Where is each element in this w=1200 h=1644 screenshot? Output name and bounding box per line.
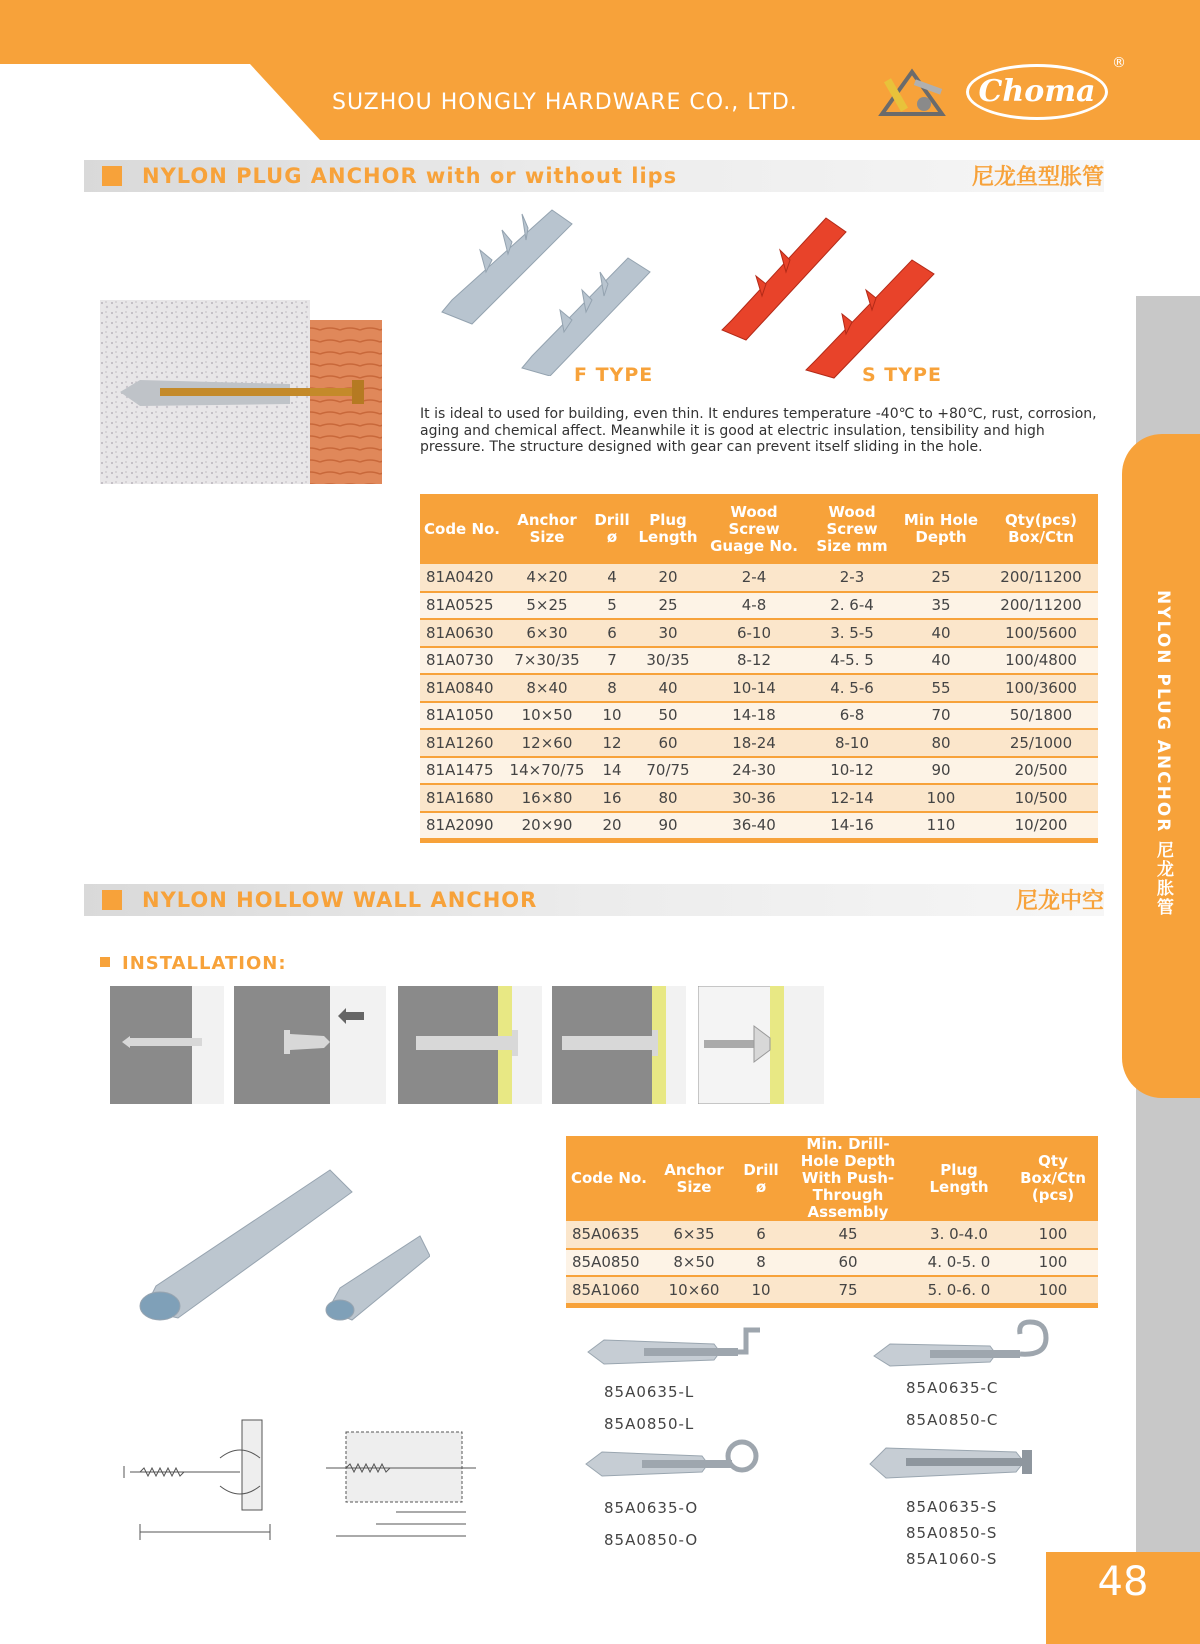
table-cell: 14×70/75	[504, 757, 590, 785]
screw-codes	[906, 1494, 997, 1572]
table-header-cell: Anchor Size	[652, 1136, 736, 1221]
section-title-sub: with or without lips	[417, 164, 678, 188]
f-type-label: F TYPE	[574, 364, 654, 386]
table-row	[566, 1221, 1098, 1249]
company-name: SUZHOU HONGLY HARDWARE CO., LTD.	[332, 90, 798, 115]
technical-drawing-1	[110, 1412, 296, 1550]
table-cell: 81A0730	[420, 647, 504, 675]
table-cell: 4. 5-6	[806, 674, 898, 702]
installation-label	[100, 953, 287, 974]
table-header-cell: Anchor Size	[504, 494, 590, 564]
table-cell: 70/75	[634, 757, 702, 785]
table-cell: 30	[634, 619, 702, 647]
table-header-cell: Code No.	[566, 1136, 652, 1221]
table-header-cell: Plug Length	[910, 1136, 1008, 1221]
section-bar-hollow-wall	[84, 884, 1104, 916]
section-bar-plug-anchor	[84, 160, 1104, 192]
section-title-cn: 尼龙中空	[1015, 889, 1104, 914]
table-cell: 20	[590, 812, 634, 840]
table-cell: 200/11200	[984, 592, 1098, 620]
table-cell: 100	[1008, 1276, 1098, 1304]
variant-code: 85A0850-L	[604, 1415, 695, 1433]
table-cell: 25/1000	[984, 729, 1098, 757]
table-row	[420, 674, 1098, 702]
bullet-icon	[100, 957, 110, 967]
technical-drawing-2	[316, 1412, 492, 1550]
variant-code: 85A0850-S	[906, 1524, 998, 1542]
table-cell: 20×90	[504, 812, 590, 840]
table-cell: 10/500	[984, 784, 1098, 812]
table-cell: 85A0635	[566, 1221, 652, 1249]
table-cell: 7×30/35	[504, 647, 590, 675]
plug-anchor-spec-table	[420, 494, 1098, 843]
table-cell: 4	[590, 564, 634, 592]
table-cell: 40	[634, 674, 702, 702]
table-cell: 10	[736, 1276, 786, 1304]
install-step-3-image	[398, 986, 542, 1104]
table-row	[420, 812, 1098, 840]
table-cell: 14-18	[702, 702, 806, 730]
table-cell: 80	[634, 784, 702, 812]
table-cell: 80	[898, 729, 984, 757]
variant-code: 85A0635-C	[906, 1379, 999, 1397]
table-cell: 35	[898, 592, 984, 620]
s-type-label: S TYPE	[862, 364, 942, 386]
table-row	[420, 729, 1098, 757]
variant-code: 85A0635-O	[604, 1499, 699, 1517]
table-cell: 81A0420	[420, 564, 504, 592]
table-cell: 10	[590, 702, 634, 730]
table-cell: 25	[898, 564, 984, 592]
table-cell: 8×40	[504, 674, 590, 702]
variant-code: 85A0850-C	[906, 1411, 999, 1429]
table-header-cell: Drill ø	[736, 1136, 786, 1221]
table-header-cell: Wood Screw Size mm	[806, 494, 898, 564]
table-cell: 10-12	[806, 757, 898, 785]
installation-text: INSTALLATION:	[122, 953, 287, 974]
table-cell: 4×20	[504, 564, 590, 592]
table-cell: 6×30	[504, 619, 590, 647]
install-step-1-image	[110, 986, 224, 1104]
table-cell: 60	[634, 729, 702, 757]
c-hook-anchor-image	[870, 1316, 1060, 1374]
table-cell: 81A2090	[420, 812, 504, 840]
table-cell: 20	[634, 564, 702, 592]
table-cell: 81A1260	[420, 729, 504, 757]
table-cell: 81A0525	[420, 592, 504, 620]
table-header-row	[420, 494, 1098, 564]
table-cell: 81A1050	[420, 702, 504, 730]
table-cell: 30/35	[634, 647, 702, 675]
table-header-cell: Qty(pcs) Box/Ctn	[984, 494, 1098, 564]
variant-code: 85A0635-L	[604, 1383, 695, 1401]
c-hook-codes	[906, 1374, 998, 1434]
table-cell: 81A1475	[420, 757, 504, 785]
table-header-cell: Plug Length	[634, 494, 702, 564]
table-cell: 12	[590, 729, 634, 757]
table-cell: 4. 0-5. 0	[910, 1249, 1008, 1277]
table-cell: 50/1800	[984, 702, 1098, 730]
table-cell: 100/3600	[984, 674, 1098, 702]
table-cell: 10×60	[652, 1276, 736, 1304]
table-cell: 100/4800	[984, 647, 1098, 675]
table-header-cell: Drill ø	[590, 494, 634, 564]
table-cell: 70	[898, 702, 984, 730]
table-cell: 5. 0-6. 0	[910, 1276, 1008, 1304]
l-hook-anchor-image	[584, 1326, 764, 1376]
table-cell: 45	[786, 1221, 910, 1249]
table-cell: 14-16	[806, 812, 898, 840]
table-row	[566, 1276, 1098, 1304]
table-header-cell: Min Hole Depth	[898, 494, 984, 564]
anchor-in-wall-photo	[100, 300, 382, 484]
table-cell: 100	[1008, 1249, 1098, 1277]
table-cell: 55	[898, 674, 984, 702]
table-cell: 12-14	[806, 784, 898, 812]
table-cell: 8-12	[702, 647, 806, 675]
table-cell: 6	[736, 1221, 786, 1249]
section-title-main: NYLON PLUG ANCHOR	[142, 164, 418, 188]
tools-logo-icon	[874, 64, 950, 120]
variant-code: 85A0850-O	[604, 1531, 699, 1549]
table-row	[566, 1249, 1098, 1277]
table-row	[420, 564, 1098, 592]
table-cell: 18-24	[702, 729, 806, 757]
table-cell: 5×25	[504, 592, 590, 620]
table-header-cell: Wood Screw Guage No.	[702, 494, 806, 564]
registered-mark: ®	[1112, 55, 1126, 71]
table-cell: 3. 5-5	[806, 619, 898, 647]
table-cell: 100	[898, 784, 984, 812]
section-title: NYLON HOLLOW WALL ANCHOR	[142, 888, 538, 912]
table-footer-line	[420, 839, 1098, 843]
table-row	[420, 592, 1098, 620]
brand-logo: Choma	[966, 64, 1108, 120]
table-cell: 30-36	[702, 784, 806, 812]
table-cell: 81A1680	[420, 784, 504, 812]
table-cell: 6×35	[652, 1221, 736, 1249]
table-header-cell: Min. Drill-Hole Depth With Push-Through Assembly	[786, 1136, 910, 1221]
install-step-4-image	[552, 986, 686, 1104]
table-cell: 10×50	[504, 702, 590, 730]
table-cell: 8	[590, 674, 634, 702]
table-cell: 90	[634, 812, 702, 840]
table-row	[420, 647, 1098, 675]
table-cell: 4-5. 5	[806, 647, 898, 675]
table-cell: 10/200	[984, 812, 1098, 840]
table-cell: 40	[898, 647, 984, 675]
table-cell: 2-3	[806, 564, 898, 592]
table-cell: 50	[634, 702, 702, 730]
o-ring-codes	[604, 1494, 698, 1554]
section-title	[142, 164, 677, 188]
table-cell: 81A0630	[420, 619, 504, 647]
table-cell: 7	[590, 647, 634, 675]
plug-anchor-description: It is ideal to used for building, even thin. It endures temperature -40℃ to +80℃, rust, corrosion, aging and chemical affect. Meanwhile it is good at electric insulation, tensibility and high pressure. The structure designed with gear can prevent itself sliding in the hole.	[420, 406, 1097, 455]
table-cell: 16×80	[504, 784, 590, 812]
l-hook-codes	[604, 1378, 694, 1438]
table-cell: 2. 6-4	[806, 592, 898, 620]
section-square-icon	[102, 166, 122, 186]
install-step-2-image	[234, 986, 386, 1104]
o-ring-anchor-image	[582, 1434, 762, 1490]
table-header-cell: Code No.	[420, 494, 504, 564]
f-type-anchor-image	[432, 200, 672, 376]
table-cell: 2-4	[702, 564, 806, 592]
side-tab-label: NYLON PLUG ANCHOR 尼龙胀管	[1153, 590, 1173, 918]
table-cell: 20/500	[984, 757, 1098, 785]
table-footer-line	[566, 1304, 1098, 1308]
variant-code: 85A0635-S	[906, 1498, 998, 1516]
section-square-icon	[102, 890, 122, 910]
table-cell: 8-10	[806, 729, 898, 757]
table-cell: 75	[786, 1276, 910, 1304]
table-header-row	[566, 1136, 1098, 1221]
table-cell: 90	[898, 757, 984, 785]
table-cell: 25	[634, 592, 702, 620]
variant-code: 85A1060-S	[906, 1550, 998, 1568]
table-cell: 6	[590, 619, 634, 647]
table-header-cell: Qty Box/Ctn (pcs)	[1008, 1136, 1098, 1221]
screw-anchor-image	[866, 1438, 1054, 1486]
hollow-wall-spec-table	[566, 1136, 1098, 1308]
table-cell: 60	[786, 1249, 910, 1277]
table-cell: 14	[590, 757, 634, 785]
table-cell: 3. 0-4.0	[910, 1221, 1008, 1249]
table-cell: 12×60	[504, 729, 590, 757]
s-type-anchor-image	[716, 210, 946, 380]
table-cell: 200/11200	[984, 564, 1098, 592]
table-cell: 100	[1008, 1221, 1098, 1249]
table-cell: 5	[590, 592, 634, 620]
table-cell: 8×50	[652, 1249, 736, 1277]
table-cell: 100/5600	[984, 619, 1098, 647]
table-row	[420, 702, 1098, 730]
table-cell: 24-30	[702, 757, 806, 785]
table-cell: 6-10	[702, 619, 806, 647]
table-cell: 6-8	[806, 702, 898, 730]
table-cell: 8	[736, 1249, 786, 1277]
table-row	[420, 784, 1098, 812]
section-title-cn: 尼龙鱼型胀管	[971, 165, 1104, 190]
table-cell: 81A0840	[420, 674, 504, 702]
install-step-5-image	[698, 986, 824, 1104]
table-row	[420, 757, 1098, 785]
table-cell: 10-14	[702, 674, 806, 702]
table-cell: 16	[590, 784, 634, 812]
table-cell: 85A0850	[566, 1249, 652, 1277]
hollow-wall-anchor-image	[130, 1160, 430, 1328]
table-cell: 40	[898, 619, 984, 647]
table-cell: 36-40	[702, 812, 806, 840]
table-cell: 4-8	[702, 592, 806, 620]
table-cell: 85A1060	[566, 1276, 652, 1304]
table-row	[420, 619, 1098, 647]
table-cell: 110	[898, 812, 984, 840]
page-number: 48	[1046, 1552, 1200, 1644]
